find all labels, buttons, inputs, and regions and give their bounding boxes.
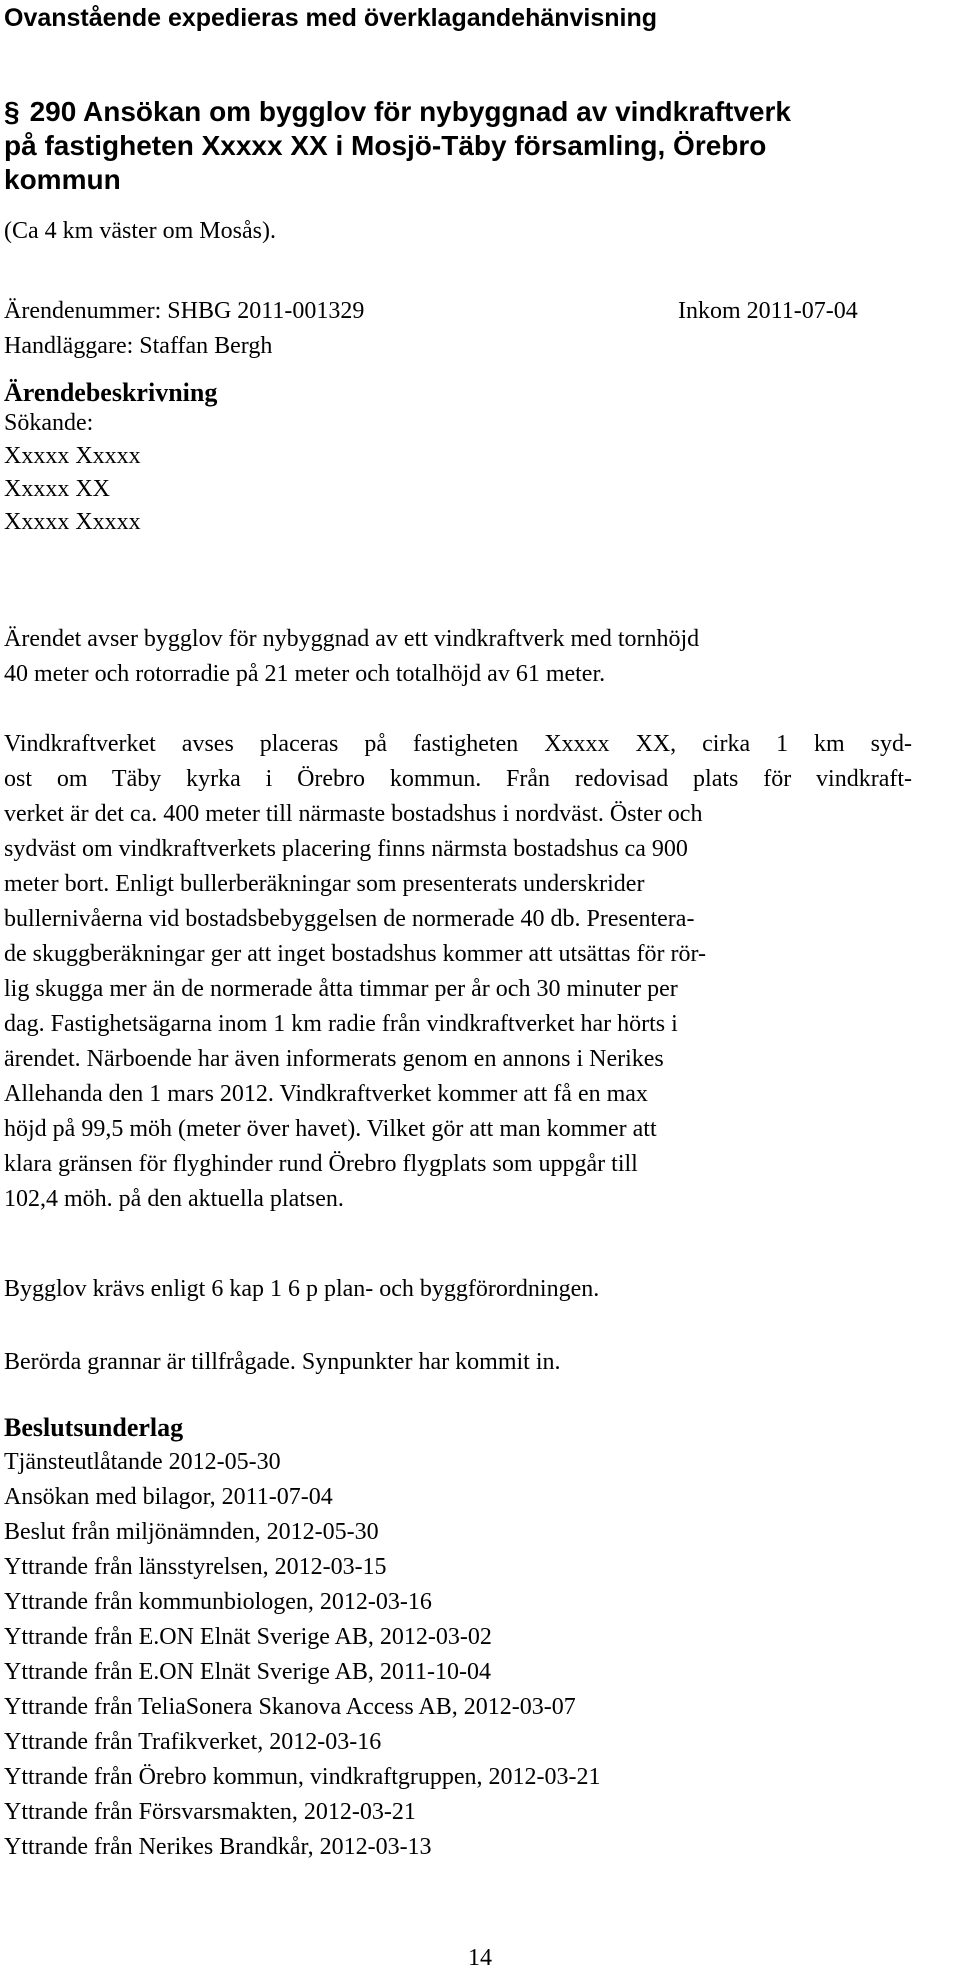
expedition-note: Ovanstående expedieras med överklagandehänvisning: [4, 4, 658, 32]
paragraph-line: ost om Täby kyrka i Örebro kommun. Från redovisad plats för vindkraft-: [4, 766, 912, 792]
paragraph-line: de skuggberäkningar ger att inget bostadshus kommer att utsättas för rör-: [4, 941, 706, 967]
basis-item: Yttrande från E.ON Elnät Sverige AB, 2011-10-04: [4, 1659, 491, 1685]
case-received-date: Inkom 2011-07-04: [678, 298, 858, 324]
paragraph-symbol: §: [4, 96, 20, 127]
basis-item: Ansökan med bilagor, 2011-07-04: [4, 1484, 333, 1510]
basis-heading: Beslutsunderlag: [4, 1413, 184, 1442]
description-paragraph-1: [4, 622, 904, 692]
applicant-line: Xxxxx XX: [4, 476, 110, 502]
basis-item: Yttrande från Nerikes Brandkår, 2012-03-13: [4, 1834, 432, 1860]
paragraph-line: meter bort. Enligt bullerberäkningar som presenterats underskrider: [4, 871, 645, 897]
section-title-text-1: 290 Ansökan om bygglov för nybyggnad av vindkraftverk: [29, 96, 791, 127]
paragraph-line: 102,4 möh. på den aktuella platsen.: [4, 1186, 344, 1212]
section-title-line-2: på fastigheten Xxxxx XX i Mosjö-Täby församling, Örebro: [4, 130, 767, 161]
paragraph-line: verket är det ca. 400 meter till närmaste bostadshus i nordväst. Öster och: [4, 801, 703, 827]
applicant-line: Xxxxx Xxxxx: [4, 509, 141, 535]
basis-item: Tjänsteutlåtande 2012-05-30: [4, 1449, 281, 1475]
paragraph-line: klara gränsen för flyghinder rund Örebro flygplats som uppgår till: [4, 1151, 638, 1177]
basis-item: Yttrande från länsstyrelsen, 2012-03-15: [4, 1554, 387, 1580]
paragraph-line: Ärendet avser bygglov för nybyggnad av ett vindkraftverk med tornhöjd: [4, 626, 700, 652]
paragraph-line: bullernivåerna vid bostadsbebyggelsen de normerade 40 db. Presentera-: [4, 906, 695, 932]
page-number: 14: [468, 1945, 492, 1971]
description-paragraph-2: [4, 727, 912, 1217]
basis-item: Yttrande från Trafikverket, 2012-03-16: [4, 1729, 382, 1755]
case-handler: Handläggare: Staffan Bergh: [4, 333, 273, 359]
basis-item: Yttrande från Örebro kommun, vindkraftgruppen, 2012-03-21: [4, 1764, 601, 1790]
description-heading: Ärendebeskrivning: [4, 378, 218, 407]
paragraph-line: Berörda grannar är tillfrågade. Synpunkter har kommit in.: [4, 1349, 561, 1375]
description-paragraph-3: [4, 1272, 904, 1307]
paragraph-line: sydväst om vindkraftverkets placering finns närmsta bostadshus ca 900: [4, 836, 688, 862]
section-title-line-3: kommun: [4, 164, 121, 195]
paragraph-line: Bygglov krävs enligt 6 kap 1 6 p plan- och byggförordningen.: [4, 1276, 600, 1302]
applicant-block: [4, 407, 904, 539]
paragraph-line: dag. Fastighetsägarna inom 1 km radie från vindkraftverket har hörts i: [4, 1011, 678, 1037]
basis-item: Yttrande från kommunbiologen, 2012-03-16: [4, 1589, 432, 1615]
location-note: (Ca 4 km väster om Mosås).: [4, 218, 276, 244]
basis-item: Yttrande från TeliaSonera Skanova Access AB, 2012-03-07: [4, 1694, 576, 1720]
paragraph-line: höjd på 99,5 möh (meter över havet). Vilket gör att man kommer att: [4, 1116, 657, 1142]
section-title: [4, 95, 944, 197]
paragraph-line: lig skugga mer än de normerade åtta timmar per år och 30 minuter per: [4, 976, 678, 1002]
description-paragraph-4: [4, 1345, 904, 1380]
case-number: Ärendenummer: SHBG 2011-001329: [4, 298, 365, 324]
basis-item: Beslut från miljönämnden, 2012-05-30: [4, 1519, 379, 1545]
basis-list: [4, 1445, 904, 1865]
applicant-line: Xxxxx Xxxxx: [4, 443, 141, 469]
paragraph-line: ärendet. Närboende har även informerats genom en annons i Nerikes: [4, 1046, 664, 1072]
section-title-line-1: [4, 95, 944, 129]
paragraph-line: Vindkraftverket avses placeras på fastigheten Xxxxx XX, cirka 1 km syd-: [4, 731, 912, 757]
paragraph-line: 40 meter och rotorradie på 21 meter och totalhöjd av 61 meter.: [4, 661, 606, 687]
basis-item: Yttrande från Försvarsmakten, 2012-03-21: [4, 1799, 416, 1825]
paragraph-line: Allehanda den 1 mars 2012. Vindkraftverket kommer att få en max: [4, 1081, 648, 1107]
case-info-row: [4, 296, 904, 326]
applicant-label: Sökande:: [4, 410, 94, 436]
basis-item: Yttrande från E.ON Elnät Sverige AB, 2012-03-02: [4, 1624, 492, 1650]
